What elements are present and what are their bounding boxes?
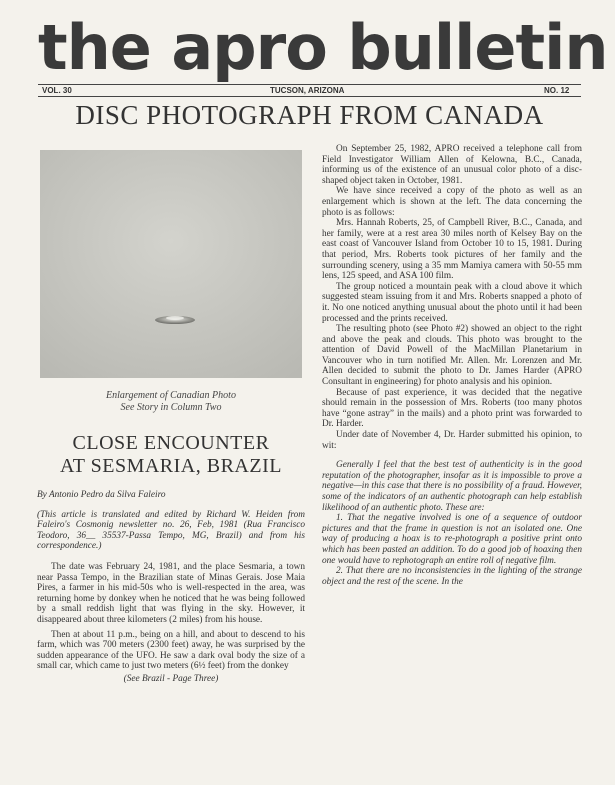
story2-title-line1: CLOSE ENCOUNTER [72,432,270,454]
harder-quote: Generally I feel that the best test of authenticity is in the good reputation of the photographer, insofar as it is impossible to prove a negative—in this case that there is no possibility of a fraud. However, some of the indicators of an authentic photograph can help establish likelihood of an authentic photo. These are: [322,460,582,513]
story1-paragraph: Because of past experience, it was decided that the negative should remain in the possession of Mrs. Roberts (too many photos have “gone astray” in the mails) and a photo print was forwarded to Dr. Harder. [322,387,582,430]
issue-number-label: NO. 12 [544,86,570,95]
continued-note: (See Brazil - Page Three) [123,673,219,684]
harder-quote: 1. That the negative involved is one of a sequence of outdoor pictures and that the frame in question is not an isolated one. One way of producing a hoax is to re-photograph a positive print onto which has been pasted an addition. To do a good job of hoaxing then one would have to rephotograph an entire roll of negative film. [322,513,582,566]
story2-paragraph: The date was February 24, 1981, and the place Sesmaria, a town near Passa Tempo, in the Brazilian state of Minas Gerais. Jose Maia Pires, a farmer in his mid-50s who is well-respected in the area, was returning home by donkey when he noticed that he was being followed by a small reddish light that was flying in the sky. However, it disappeared about three kilometers (2 miles) from his house. [37,561,305,625]
story2-paragraph: Then at about 11 p.m., being on a hill, and about to descend to his farm, which was 700 meters (2300 feet) away, he was surprised by the sudden appearance of the UFO. He saw a dark oval body the size of a small car, which came to just two meters (6½ feet) from the donkey [37,629,305,672]
story1-paragraph: The group noticed a mountain peak with a cloud above it which suggested steam issuing from it and Mrs. Roberts snapped a photo of it. No one noticed anything unusual about the photo until it had been processed and the prints received. [322,281,582,324]
story2-title-line2: AT SESMARIA, BRAZIL [60,455,282,477]
masthead-top-rule [38,84,581,85]
disc-photo [40,150,302,378]
volume-label: VOL. 30 [42,86,72,95]
masthead-bottom-rule [38,96,581,97]
story1-paragraph: Under date of November 4, Dr. Harder submitted his opinion, to wit: [322,430,582,451]
story1-paragraph: We have since received a copy of the photo as well as an enlargement which is shown at the left. The data concerning the photo is as follows: [322,186,582,218]
location-label: TUCSON, ARIZONA [270,86,345,95]
story2-editor-note: (This article is translated and edited by Richard W. Heiden from Faleiro's Cosmonig newsletter no. 26, Feb, 1981 (Rua Francisco Teodoro, 36__ 35537-Passa Tempo, MG, Brazil) and from his correspondence.) [37,509,305,552]
main-headline: DISC PHOTOGRAPH FROM CANADA [75,100,544,130]
photo-caption-line1: Enlargement of Canadian Photo [106,390,236,401]
story1-paragraph: The resulting photo (see Photo #2) showed an object to the right and above the peak and clouds. This photo was brought to the attention of David Powell of the MacMillan Planetarium in Vancouver who in turn notified Mr. Allen. Mr. Lorenzen and Mr. Allen decided to submit the photo to Dr. James Harder (APRO Consultant in engineering) for photo analysis and his opinion. [322,324,582,388]
story1-paragraph: Mrs. Hannah Roberts, 25, of Campbell River, B.C., Canada, and her family, were at a rest area 30 miles north of Kelsey Bay on the east coast of Vancouver Island from October 10 to 15, 1981. During that period, Mrs. Roberts took pictures of her family and the surrounding scenery, using a 35 mm Mamiya camera with 50-55 mm lens, 125 speed, and ASA 100 film. [322,218,582,282]
photo-caption-line2: See Story in Column Two [120,402,222,413]
story2-column [37,490,305,685]
masthead-title: the apro bulletin [38,11,608,84]
story1-paragraph: On September 25, 1982, APRO received a telephone call from Field Investigator William Allen of Kelowna, B.C., Canada, informing us of the existence of an unusual color photo of a disc-shaped object taken in October, 1981. [322,144,582,186]
harder-quote: 2. That there are no inconsistencies in the lighting of the strange object and the rest of the scene. In the [322,566,582,587]
disc-photo-image [40,150,302,378]
story1-column [322,144,582,587]
story2-byline: By Antonio Pedro da Silva Faleiro [37,490,166,500]
